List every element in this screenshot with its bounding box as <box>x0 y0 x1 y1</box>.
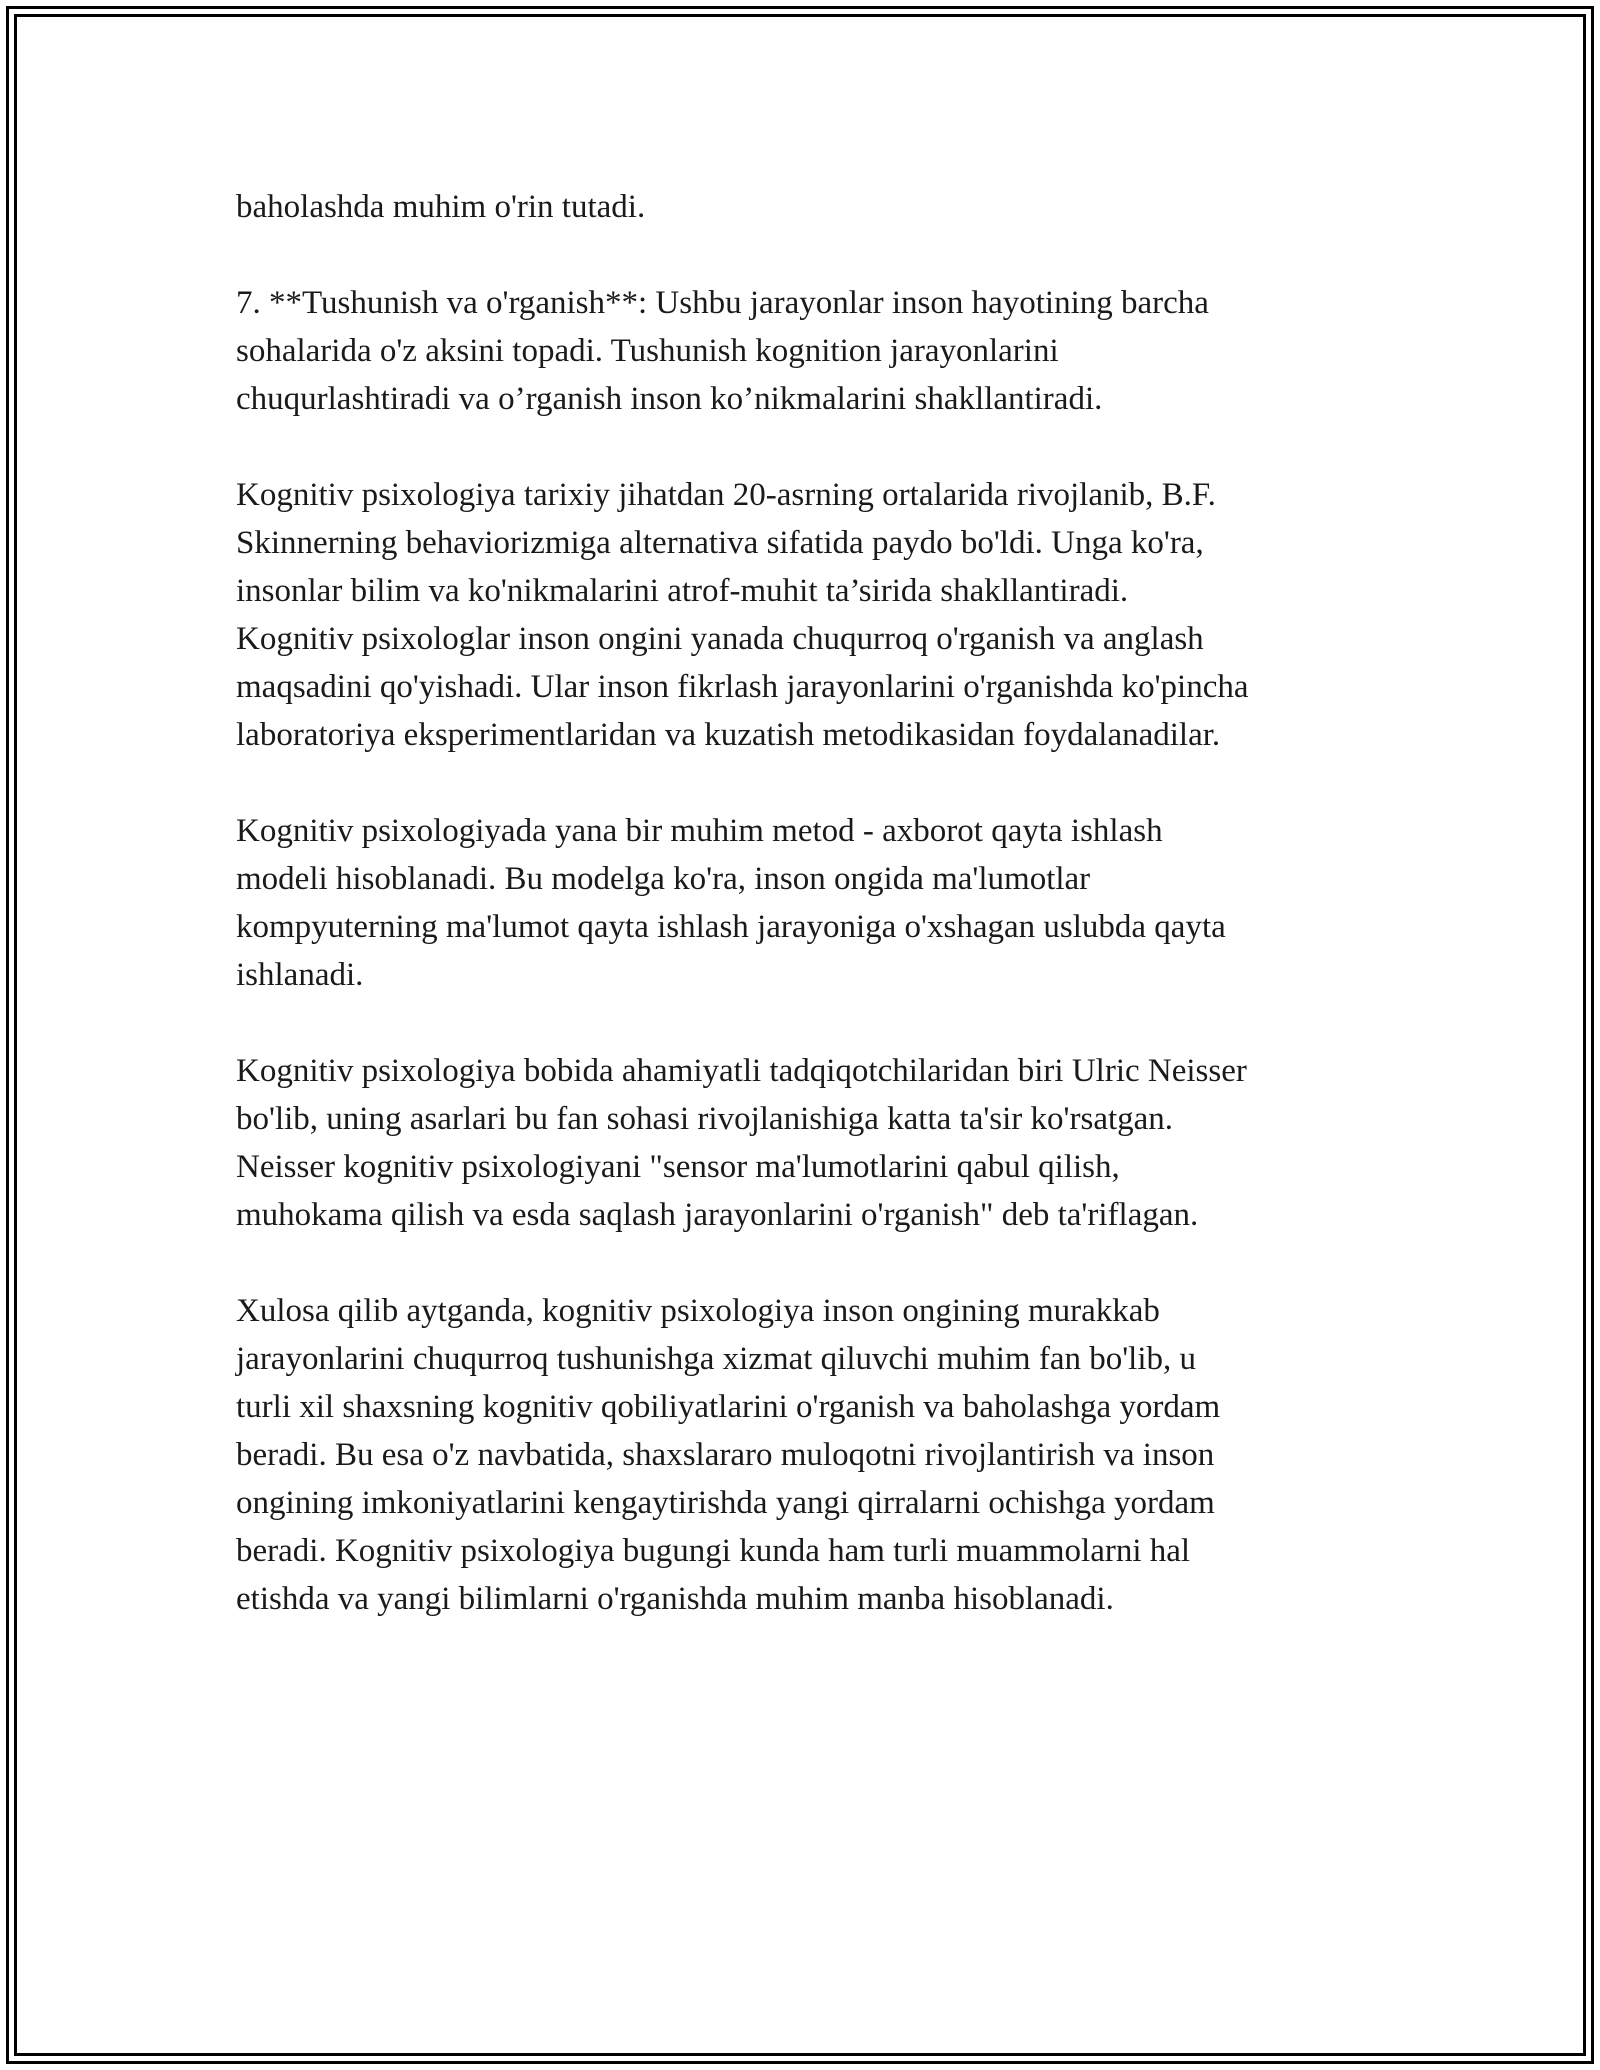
text-line: jarayonlarini chuqurroq tushunishga xizmat qiluvchi muhim fan bo'lib, u <box>236 1341 1197 1377</box>
paragraph <box>236 471 1386 759</box>
text-line: ongining imkoniyatlarini kengaytirishda yangi qirralarni ochishga yordam <box>236 1485 1215 1521</box>
text-line: Xulosa qilib aytganda, kognitiv psixologiya inson ongining murakkab <box>236 1293 1160 1329</box>
paragraph <box>236 1047 1386 1239</box>
text-line: sohalarida o'z aksini topadi. Tushunish kognition jarayonlarini <box>236 333 1059 369</box>
paragraph-gap <box>236 999 1386 1047</box>
text-line: turli xil shaxsning kognitiv qobiliyatlarini o'rganish va baholashga yordam <box>236 1389 1221 1425</box>
text-line: Kognitiv psixologiya tarixiy jihatdan 20-asrning ortalarida rivojlanib, B.F. <box>236 477 1216 513</box>
paragraph-gap <box>236 1239 1386 1287</box>
text-line: beradi. Kognitiv psixologiya bugungi kunda ham turli muammolarni hal <box>236 1533 1191 1569</box>
text-line: etishda va yangi bilimlarni o'rganishda muhim manba hisoblanadi. <box>236 1581 1114 1617</box>
text-line: bo'lib, uning asarlari bu fan sohasi rivojlanishiga katta ta'sir ko'rsatgan. <box>236 1101 1174 1137</box>
paragraph <box>236 183 1386 231</box>
text-line: maqsadini qo'yishadi. Ular inson fikrlash jarayonlarini o'rganishda ko'pincha <box>236 669 1249 705</box>
text-line: Neisser kognitiv psixologiyani "sensor ma'lumotlarini qabul qilish, <box>236 1149 1120 1185</box>
paragraph <box>236 807 1386 999</box>
paragraph <box>236 1287 1386 1623</box>
text-line: kompyuterning ma'lumot qayta ishlash jarayoniga o'xshagan uslubda qayta <box>236 909 1226 945</box>
text-line: Kognitiv psixologiya bobida ahamiyatli tadqiqotchilaridan biri Ulric Neisser <box>236 1053 1247 1089</box>
text-line: beradi. Bu esa o'z navbatida, shaxslararo muloqotni rivojlantirish va inson <box>236 1437 1215 1473</box>
text-line: baholashda muhim o'rin tutadi. <box>236 189 646 225</box>
text-line: insonlar bilim va ko'nikmalarini atrof-muhit ta’sirida shakllantiradi. <box>236 573 1129 609</box>
text-line: 7. **Tushunish va o'rganish**: Ushbu jarayonlar inson hayotining barcha <box>236 285 1209 321</box>
text-line: modeli hisoblanadi. Bu modelga ko'ra, inson ongida ma'lumotlar <box>236 861 1091 897</box>
text-line: Skinnerning behaviorizmiga alternativa sifatida paydo bo'ldi. Unga ko'ra, <box>236 525 1204 561</box>
text-line: muhokama qilish va esda saqlash jarayonlarini o'rganish" deb ta'riflagan. <box>236 1197 1199 1233</box>
text-line: Kognitiv psixologlar inson ongini yanada chuqurroq o'rganish va anglash <box>236 621 1204 657</box>
paragraph-gap <box>236 423 1386 471</box>
paragraph-gap <box>236 231 1386 279</box>
text-line: Kognitiv psixologiyada yana bir muhim metod - axborot qayta ishlash <box>236 813 1163 849</box>
paragraph-gap <box>236 759 1386 807</box>
text-line: laboratoriya eksperimentlaridan va kuzatish metodikasidan foydalanadilar. <box>236 717 1221 753</box>
text-line: ishlanadi. <box>236 957 364 993</box>
document-body <box>236 183 1386 1623</box>
text-line: chuqurlashtiradi va o’rganish inson ko’nikmalarini shakllantiradi. <box>236 381 1103 417</box>
paragraph <box>236 279 1386 423</box>
